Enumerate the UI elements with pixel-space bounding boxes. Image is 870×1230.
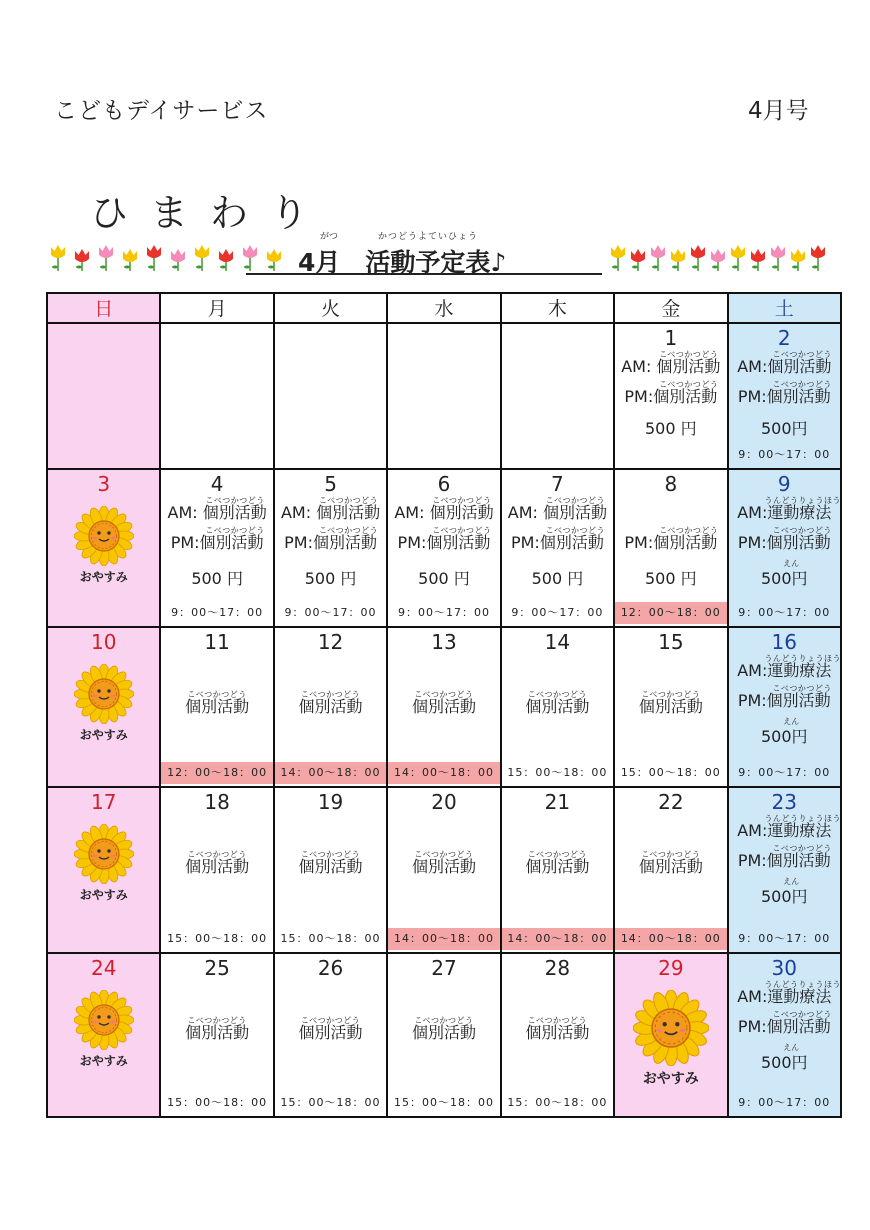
week-row xyxy=(47,627,841,787)
title-ruby-plan: かつどうよていひょう xyxy=(378,232,479,242)
day-cell xyxy=(47,787,160,953)
day-number: 8 xyxy=(664,472,678,496)
holiday-label: おやすみ xyxy=(642,1071,699,1087)
day-cell xyxy=(614,787,727,953)
time-range: 14：00～18：00 xyxy=(275,762,386,784)
time-range: 15：00～18：00 xyxy=(393,1096,494,1109)
am-activity xyxy=(729,350,840,375)
day-number: 14 xyxy=(544,630,571,654)
activity xyxy=(275,850,386,875)
time-range: 9：00～17：00 xyxy=(171,606,264,619)
day-cell xyxy=(387,787,500,953)
time-range: 15：00～18：00 xyxy=(507,1096,608,1109)
fee-label: 500 円 xyxy=(645,419,697,438)
pm-activity-text: PM:個別活動 xyxy=(737,1017,831,1036)
day-cell xyxy=(387,627,500,787)
am-activity xyxy=(615,350,726,375)
title-underline xyxy=(246,232,602,277)
activity xyxy=(275,690,386,715)
sunflower-icon xyxy=(74,664,134,724)
title-ruby-month: がつ xyxy=(320,232,339,242)
day-number: 19 xyxy=(317,790,344,814)
tulip-decoration-right-icon xyxy=(608,241,838,273)
fee-label: 500円 えん xyxy=(729,884,840,907)
am-activity-text: AM: 個別活動 xyxy=(621,357,721,376)
pm-activity-ruby: こべつかつどう xyxy=(772,1010,832,1019)
am-activity-ruby: うんどうりょうほう xyxy=(764,980,842,989)
fee-label: 500 円 xyxy=(304,569,357,588)
fee-label: 500 円 xyxy=(645,569,697,588)
activity-text: 個別活動 xyxy=(525,697,590,716)
pm-activity-text: PM:個別活動 xyxy=(284,533,377,552)
weekday-sun: 日 xyxy=(47,293,160,323)
pm-activity-text: PM:個別活動 xyxy=(510,533,604,552)
pm-activity-ruby: こべつかつどう xyxy=(659,526,719,535)
weekday-fri: 金 xyxy=(614,293,727,323)
pm-activity xyxy=(729,684,840,709)
pm-activity xyxy=(729,380,840,405)
am-activity xyxy=(502,496,613,521)
pm-activity-ruby: こべつかつどう xyxy=(772,844,832,853)
day-cell xyxy=(387,953,500,1117)
time-range: 9：00～17：00 xyxy=(738,606,831,619)
day-cell xyxy=(501,627,614,787)
activity xyxy=(502,690,613,715)
am-activity-text: AM:個別活動 xyxy=(737,357,832,376)
activity-text: 個別活動 xyxy=(525,1023,590,1042)
pm-activity-text: PM:個別活動 xyxy=(737,387,831,406)
activity xyxy=(275,1016,386,1041)
day-number: 16 xyxy=(771,630,797,654)
week-row xyxy=(47,323,841,469)
activity-ruby: こべつかつどう xyxy=(414,1016,474,1025)
time-range: 14：00～18：00 xyxy=(502,928,613,950)
activity-text: 個別活動 xyxy=(638,697,703,716)
activity-ruby: こべつかつどう xyxy=(527,690,587,699)
day-number: 11 xyxy=(204,630,230,654)
activity-ruby: こべつかつどう xyxy=(414,850,474,859)
day-number: 1 xyxy=(664,326,678,350)
day-number: 2 xyxy=(777,326,791,350)
day-cell xyxy=(728,469,841,627)
fee-label: 500 円 xyxy=(418,569,470,588)
fee-ruby: えん xyxy=(783,877,800,886)
activity-ruby: こべつかつどう xyxy=(527,850,587,859)
pm-activity-ruby: こべつかつどう xyxy=(659,380,719,389)
activity-ruby: こべつかつどう xyxy=(300,1016,361,1025)
am-activity-text: AM:運動療法 xyxy=(737,503,832,522)
day-cell xyxy=(160,323,273,469)
pm-activity-text: PM:個別活動 xyxy=(624,533,718,552)
activity-ruby: こべつかつどう xyxy=(641,690,701,699)
pm-activity-ruby: こべつかつどう xyxy=(772,526,832,535)
am-activity-ruby: うんどうりょうほう xyxy=(764,654,842,663)
day-number: 17 xyxy=(90,790,117,814)
am-activity-text: AM: 個別活動 xyxy=(167,503,267,522)
pm-activity-text: PM:個別活動 xyxy=(737,691,831,710)
day-number: 10 xyxy=(90,630,117,654)
time-range: 9：00～17：00 xyxy=(511,606,604,619)
time-range: 9：00～17：00 xyxy=(738,1096,831,1109)
day-cell xyxy=(614,323,727,469)
pm-activity xyxy=(161,526,272,551)
issue-label: 4月号 xyxy=(748,98,809,124)
holiday-label: おやすみ xyxy=(79,1054,128,1068)
pm-activity-ruby: こべつかつどう xyxy=(545,526,605,535)
activity-text: 個別活動 xyxy=(298,857,363,876)
activity-text: 個別活動 xyxy=(185,697,250,716)
day-cell xyxy=(614,953,727,1117)
am-activity-ruby: うんどうりょうほう xyxy=(764,496,842,505)
fee-label: 500 円 xyxy=(531,569,584,588)
pm-activity xyxy=(275,526,386,551)
sunflower-icon xyxy=(74,990,134,1050)
time-range: 15：00～18：00 xyxy=(167,932,268,945)
day-number: 3 xyxy=(97,472,111,496)
pm-activity xyxy=(729,1010,840,1035)
time-range: 9：00～17：00 xyxy=(397,606,490,619)
am-activity-text: AM: 個別活動 xyxy=(394,503,494,522)
fee-label: 500円 xyxy=(760,419,808,438)
day-cell xyxy=(728,787,841,953)
day-cell xyxy=(274,469,387,627)
am-activity-text: AM: 個別活動 xyxy=(507,503,608,522)
day-cell xyxy=(728,323,841,469)
day-number: 4 xyxy=(210,472,224,496)
page-title: 4月 活動予定表♪ xyxy=(298,248,507,277)
activity-calendar xyxy=(46,292,842,1118)
day-number: 29 xyxy=(658,956,684,980)
am-activity xyxy=(729,980,840,1005)
pm-activity xyxy=(615,526,726,551)
fee-ruby: えん xyxy=(783,559,800,568)
pm-activity-text: PM:個別活動 xyxy=(397,533,491,552)
activity xyxy=(615,690,726,715)
am-activity xyxy=(729,654,840,679)
am-activity xyxy=(729,814,840,839)
am-activity-text: AM: 個別活動 xyxy=(280,503,381,522)
activity-ruby: こべつかつどう xyxy=(527,1016,587,1025)
pm-activity-ruby: こべつかつどう xyxy=(772,380,832,389)
day-number: 27 xyxy=(431,956,457,980)
weekday-sat: 土 xyxy=(728,293,841,323)
activity-text: 個別活動 xyxy=(298,697,363,716)
weekday-thu: 木 xyxy=(501,293,614,323)
fee-label: 500円 えん xyxy=(729,1050,840,1073)
activity-text: 個別活動 xyxy=(525,857,590,876)
fee-ruby: えん xyxy=(783,717,800,726)
am-activity-ruby: こべつかつどう xyxy=(205,496,265,505)
day-number: 15 xyxy=(658,630,684,654)
day-number: 6 xyxy=(437,472,451,496)
pm-activity xyxy=(729,526,840,551)
day-number: 9 xyxy=(777,472,791,496)
day-cell xyxy=(47,953,160,1117)
day-number: 26 xyxy=(317,956,344,980)
time-range: 9：00～17：00 xyxy=(284,606,377,619)
day-cell xyxy=(614,469,727,627)
pm-activity xyxy=(615,380,726,405)
day-number: 28 xyxy=(544,956,571,980)
activity-text: 個別活動 xyxy=(411,1023,476,1042)
fee-ruby: えん xyxy=(783,1043,800,1052)
day-number: 13 xyxy=(431,630,457,654)
day-cell xyxy=(728,953,841,1117)
activity-ruby: こべつかつどう xyxy=(641,850,701,859)
activity-ruby: こべつかつどう xyxy=(187,690,247,699)
day-number: 18 xyxy=(204,790,230,814)
fee-label: 500円 えん xyxy=(729,724,840,747)
pm-activity-text: PM:個別活動 xyxy=(737,533,831,552)
activity xyxy=(161,850,272,875)
day-number: 30 xyxy=(771,956,797,980)
day-number: 21 xyxy=(544,790,571,814)
pm-activity-ruby: こべつかつどう xyxy=(432,526,492,535)
weekday-tue: 火 xyxy=(274,293,387,323)
day-number: 25 xyxy=(204,956,230,980)
activity xyxy=(161,1016,272,1041)
fee-label: 500円 えん xyxy=(729,566,840,589)
time-range: 9：00～17：00 xyxy=(738,766,831,779)
week-row xyxy=(47,469,841,627)
pm-activity-text: PM:個別活動 xyxy=(624,387,718,406)
day-cell xyxy=(501,787,614,953)
am-activity-ruby: こべつかつどう xyxy=(659,350,719,359)
day-cell xyxy=(387,469,500,627)
activity-text: 個別活動 xyxy=(298,1023,363,1042)
activity xyxy=(502,850,613,875)
am-activity-ruby: うんどうりょうほう xyxy=(764,814,842,823)
am-activity-ruby: こべつかつどう xyxy=(432,496,492,505)
am-activity xyxy=(161,496,272,521)
pm-activity-ruby: こべつかつどう xyxy=(318,526,379,535)
activity-ruby: こべつかつどう xyxy=(300,690,361,699)
time-range: 14：00～18：00 xyxy=(388,762,499,784)
holiday-label: おやすみ xyxy=(79,728,128,742)
day-cell xyxy=(160,953,273,1117)
time-range: 12：00～18：00 xyxy=(161,762,272,784)
am-activity-ruby: こべつかつどう xyxy=(318,496,379,505)
day-number: 20 xyxy=(431,790,457,814)
time-range: 14：00～18：00 xyxy=(388,928,499,950)
organization-name: こどもデイサービス xyxy=(54,98,269,124)
pm-activity-text: PM:個別活動 xyxy=(170,533,264,552)
am-activity xyxy=(729,496,840,521)
activity xyxy=(615,850,726,875)
holiday-label: おやすみ xyxy=(79,888,128,902)
time-range: 15：00～18：00 xyxy=(620,766,721,779)
day-number: 12 xyxy=(317,630,344,654)
activity-text: 個別活動 xyxy=(185,857,250,876)
sunflower-icon xyxy=(633,990,709,1066)
am-activity-ruby: こべつかつどう xyxy=(545,496,605,505)
day-cell xyxy=(47,323,160,469)
day-number: 7 xyxy=(551,472,564,496)
pm-activity-text: PM:個別活動 xyxy=(737,851,831,870)
activity xyxy=(388,1016,499,1041)
am-activity xyxy=(388,496,499,521)
activity-ruby: こべつかつどう xyxy=(414,690,474,699)
activity-text: 個別活動 xyxy=(638,857,703,876)
time-range: 14：00～18：00 xyxy=(615,928,726,950)
am-activity-ruby: こべつかつどう xyxy=(772,350,832,359)
day-cell xyxy=(274,953,387,1117)
sunflower-icon xyxy=(74,824,134,884)
facility-name: ひまわり xyxy=(90,191,331,235)
week-row xyxy=(47,787,841,953)
weekday-wed: 水 xyxy=(387,293,500,323)
holiday-label: おやすみ xyxy=(79,570,128,584)
activity-ruby: こべつかつどう xyxy=(187,850,247,859)
activity-ruby: こべつかつどう xyxy=(300,850,361,859)
pm-activity-ruby: こべつかつどう xyxy=(772,684,832,693)
day-number: 24 xyxy=(90,956,117,980)
activity-text: 個別活動 xyxy=(411,697,476,716)
activity xyxy=(388,690,499,715)
day-cell xyxy=(501,469,614,627)
day-cell xyxy=(47,627,160,787)
day-cell xyxy=(274,627,387,787)
weekday-mon: 月 xyxy=(160,293,273,323)
weekday-header-row xyxy=(47,293,841,323)
day-cell xyxy=(501,953,614,1117)
activity-ruby: こべつかつどう xyxy=(187,1016,247,1025)
title-banner xyxy=(48,232,838,277)
day-number: 22 xyxy=(658,790,684,814)
day-cell xyxy=(160,787,273,953)
time-range: 9：00～17：00 xyxy=(738,448,831,461)
activity xyxy=(388,850,499,875)
pm-activity-ruby: こべつかつどう xyxy=(205,526,265,535)
day-cell xyxy=(47,469,160,627)
day-number: 5 xyxy=(324,472,337,496)
pm-activity xyxy=(502,526,613,551)
day-cell xyxy=(160,469,273,627)
am-activity xyxy=(275,496,386,521)
time-range: 15：00～18：00 xyxy=(280,1096,381,1109)
day-cell xyxy=(274,323,387,469)
activity-text: 個別活動 xyxy=(185,1023,250,1042)
activity xyxy=(161,690,272,715)
time-range: 9：00～17：00 xyxy=(738,932,831,945)
time-range: 15：00～18：00 xyxy=(507,766,608,779)
day-cell xyxy=(728,627,841,787)
pm-activity xyxy=(388,526,499,551)
sunflower-icon xyxy=(74,506,134,566)
day-cell xyxy=(274,787,387,953)
time-range: 12：00～18：00 xyxy=(615,602,726,624)
time-range: 15：00～18：00 xyxy=(280,932,381,945)
activity-text: 個別活動 xyxy=(411,857,476,876)
pm-activity xyxy=(729,844,840,869)
am-activity-text: AM:運動療法 xyxy=(737,987,832,1006)
time-range: 15：00～18：00 xyxy=(167,1096,268,1109)
fee-label: 500 円 xyxy=(191,569,243,588)
week-row xyxy=(47,953,841,1117)
day-number: 23 xyxy=(771,790,797,814)
day-cell xyxy=(614,627,727,787)
day-cell xyxy=(387,323,500,469)
am-activity-text: AM:運動療法 xyxy=(737,661,832,680)
day-cell xyxy=(501,323,614,469)
activity xyxy=(502,1016,613,1041)
day-cell xyxy=(160,627,273,787)
am-activity-text: AM:運動療法 xyxy=(737,821,832,840)
